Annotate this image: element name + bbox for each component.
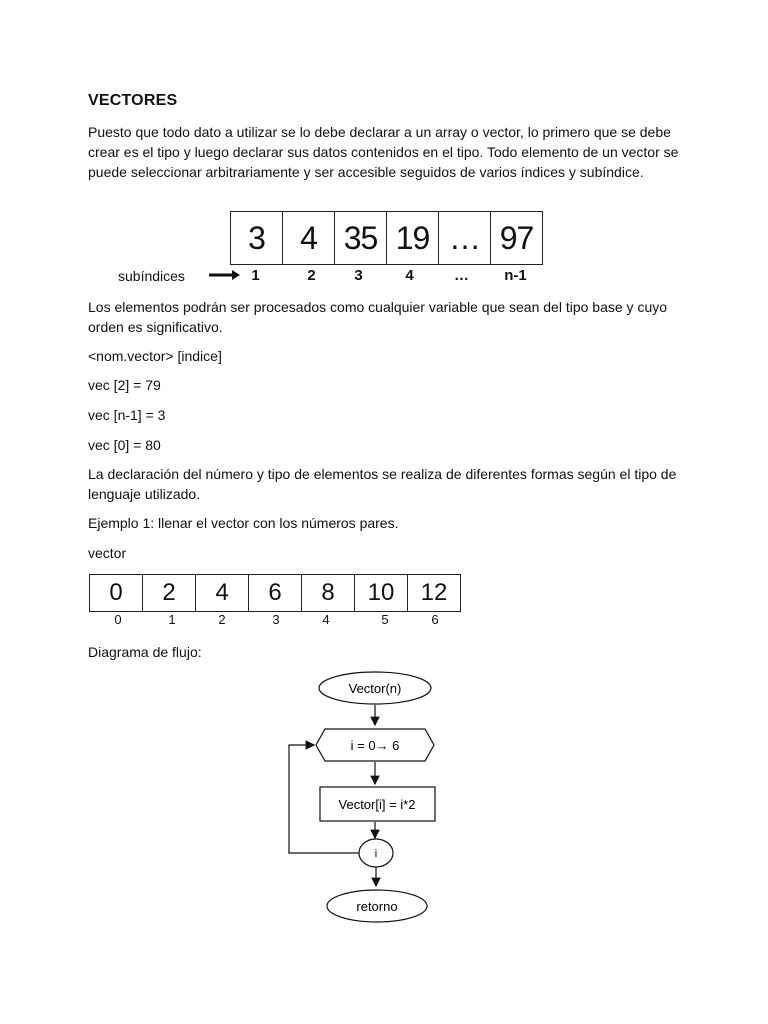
index-label: 6	[431, 612, 439, 627]
end-text: retorno	[356, 899, 398, 914]
vector-cell: 8	[302, 575, 355, 611]
index-label: 3	[272, 612, 280, 627]
index-label: 5	[381, 612, 389, 627]
page-title: VECTORES	[88, 92, 178, 109]
subindex: 2	[307, 267, 316, 284]
index-label: 4	[322, 612, 330, 627]
vector-cell: 4	[283, 212, 335, 264]
vector-cell: 12	[408, 575, 461, 611]
vector-cell: 97	[491, 212, 543, 264]
intro-paragraph: Puesto que todo dato a utilizar se lo debe declarar a un array o vector, lo primero que se debe crear es el tipo y luego declarar sus datos contenidos en el tipo. Todo elemento de un vector se puede seleccionar arbitrariamente y ser accesible seguidos de varios índices y subíndice.	[88, 124, 679, 180]
vector-cell: 2	[143, 575, 196, 611]
example-line: vec [n-1] = 3	[88, 407, 166, 423]
subindex: 1	[251, 267, 260, 284]
elements-paragraph: Los elementos podrán ser procesados como cualquier variable que sean del tipo base y cuyo orden es significativo.	[88, 299, 668, 335]
index-label: 0	[114, 612, 122, 627]
syntax-line: <nom.vector> [indice]	[88, 348, 222, 364]
process-text: Vector[i] = i*2	[338, 797, 416, 812]
vector-cell: 19	[387, 212, 439, 264]
start-text: Vector(n)	[348, 681, 402, 696]
vector-cell: …	[439, 212, 491, 264]
declaration-paragraph: La declaración del número y tipo de elementos se realiza de diferentes formas según el tipo de lenguaje utilizado.	[88, 466, 677, 502]
subindex: …	[454, 267, 469, 284]
vector-label: vector	[88, 545, 127, 561]
vector-cell: 0	[90, 575, 143, 611]
example-line: vec [2] = 79	[88, 377, 161, 393]
connector-text: i	[374, 848, 378, 860]
subindex: 4	[405, 267, 414, 284]
vector-cell: 6	[249, 575, 302, 611]
index-label: 2	[218, 612, 226, 627]
example1-line: Ejemplo 1: llenar el vector con los números pares.	[88, 515, 399, 531]
vector-cell: 3	[231, 212, 283, 264]
index-label: 1	[168, 612, 176, 627]
example-line: vec [0] = 80	[88, 437, 161, 453]
flow-label: Diagrama de flujo:	[88, 644, 202, 660]
vector-cell: 10	[355, 575, 408, 611]
subindex: 3	[354, 267, 363, 284]
vector-cell: 35	[335, 212, 387, 264]
subindex-label: subíndices	[118, 268, 185, 284]
loop-text: i = 0→ 6	[350, 738, 400, 753]
vector-cell: 4	[196, 575, 249, 611]
subindex: n-1	[504, 267, 527, 284]
